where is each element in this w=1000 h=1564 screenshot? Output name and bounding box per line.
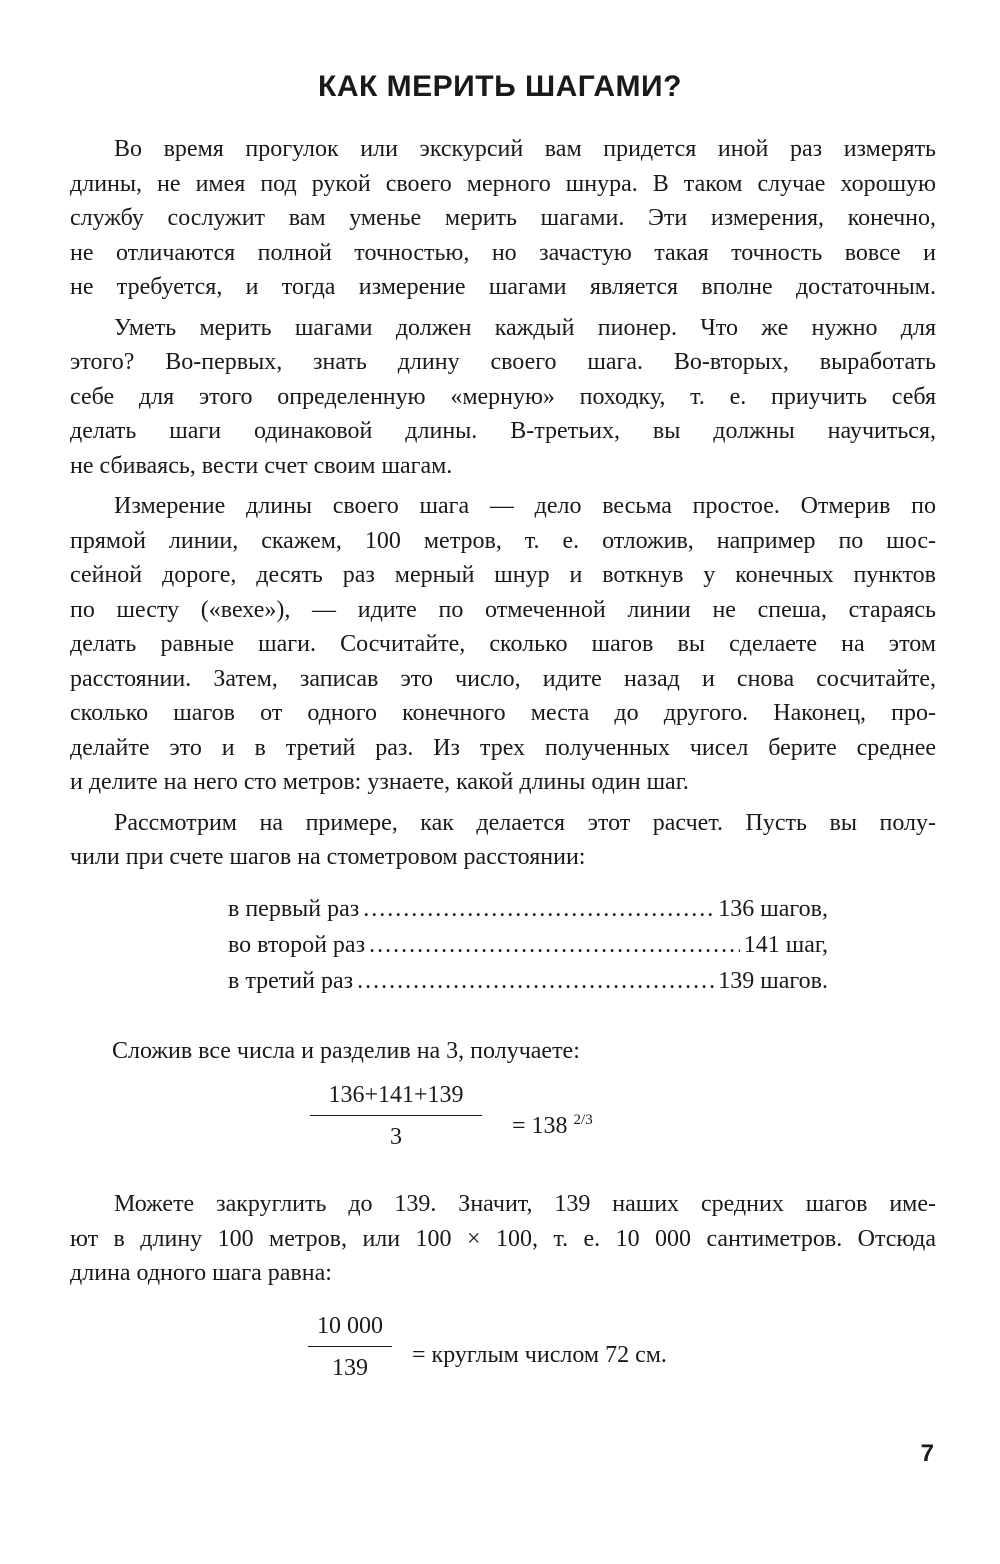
step-length-fraction <box>308 1313 392 1382</box>
dot-leader <box>357 963 714 999</box>
body-text <box>70 132 936 881</box>
step-count-label: в третий раз <box>228 968 354 994</box>
page-title: КАК МЕРИТЬ ШАГАМИ? <box>318 70 682 103</box>
text-line: длины, не имея под рукой своего мерного шнура. В таком случае хорошую <box>70 170 936 197</box>
average-result-value: = 138 <box>512 1113 568 1139</box>
text-line: прямой линии, скажем, 100 метров, т. е. отложив, например по шос- <box>70 527 936 554</box>
text-line: делать шаги одинаковой длины. В-третьих, вы должны научиться, <box>70 418 936 444</box>
step-count-label: в первый раз <box>228 896 360 922</box>
fraction-numerator: 10 000 <box>317 1313 383 1339</box>
text-line: Уметь мерить шагами должен каждый пионер. Что же нужно для <box>114 314 936 341</box>
text-line: себе для этого определенную «мерную» походку, т. е. приучить себя <box>70 383 936 410</box>
dot-leader <box>369 927 740 963</box>
step-count-value: 136 шагов, <box>718 896 828 922</box>
text-line: и делите на него сто метров: узнаете, какой длины один шаг. <box>70 769 689 795</box>
fraction-numerator: 136+141+139 <box>328 1082 464 1108</box>
text-line: чили при счете шагов на стометровом расстоянии: <box>70 844 586 870</box>
paragraph <box>70 806 936 875</box>
step-count-row <box>228 927 828 963</box>
text-line: делать равные шаги. Сосчитайте, сколько шагов вы сделаете на этом <box>70 631 936 657</box>
step-count-row <box>228 891 828 927</box>
step-count-row <box>228 963 828 999</box>
text-line: ют в длину 100 метров, или 100 × 100, т. е. 10 000 сантиметров. Отсюда <box>70 1225 936 1252</box>
conclusion-text <box>70 1187 936 1297</box>
step-counts-list <box>228 891 828 999</box>
page-number: 7 <box>920 1440 934 1467</box>
text-line: Можете закруглить до 139. Значит, 139 наших средних шагов име- <box>114 1191 936 1217</box>
step-length-result: = круглым числом 72 см. <box>412 1342 667 1368</box>
text-line: Рассмотрим на примере, как делается этот расчет. Пусть вы полу- <box>114 809 936 836</box>
sum-intro-text: Сложив все числа и разделив на 3, получаете: <box>112 1038 580 1064</box>
text-line: этого? Во-первых, знать длину своего шага. Во-вторых, выработать <box>70 349 936 375</box>
text-line: длина одного шага равна: <box>70 1260 332 1286</box>
text-line: по шесту («вехе»), — идите по отмеченной линии не спеша, стараясь <box>70 596 936 623</box>
text-line: не отличаются полной точностью, но зачастую такая точность вовсе и <box>70 239 936 266</box>
paragraph <box>70 311 936 484</box>
text-line: не требуется, и тогда измерение шагами является вполне достаточным. <box>70 274 936 300</box>
fraction-denominator: 3 <box>390 1124 402 1150</box>
step-count-value: 141 шаг, <box>743 932 828 958</box>
text-line: Во время прогулок или экскурсий вам придется иной раз измерять <box>114 136 936 162</box>
text-line: не сбиваясь, вести счет своим шагам. <box>70 452 453 479</box>
text-line: Измерение длины своего шага — дело весьма простое. Отмерив по <box>114 493 936 519</box>
average-result-fraction: 2/3 <box>573 1112 593 1128</box>
text-line: делайте это и в третий раз. Из трех полученных чисел берите среднее <box>70 734 936 761</box>
paragraph <box>70 132 936 305</box>
text-line: сколько шагов от одного конечного места до другого. Наконец, про- <box>70 700 936 726</box>
text-line: сейной дороге, десять раз мерный шнур и воткнув у конечных пунктов <box>70 562 936 588</box>
fraction-denominator: 139 <box>332 1355 368 1381</box>
text-line: службу сослужит вам уменье мерить шагами. Эти измерения, конечно, <box>70 205 936 231</box>
step-count-label: во второй раз <box>228 932 366 958</box>
dot-leader <box>363 891 714 927</box>
average-result <box>512 1112 593 1140</box>
step-count-value: 139 шагов. <box>718 968 828 994</box>
paragraph <box>70 1187 936 1291</box>
paragraph <box>70 489 936 800</box>
text-line: расстоянии. Затем, записав это число, идите назад и снова сосчитайте, <box>70 665 936 692</box>
average-fraction <box>310 1082 482 1151</box>
